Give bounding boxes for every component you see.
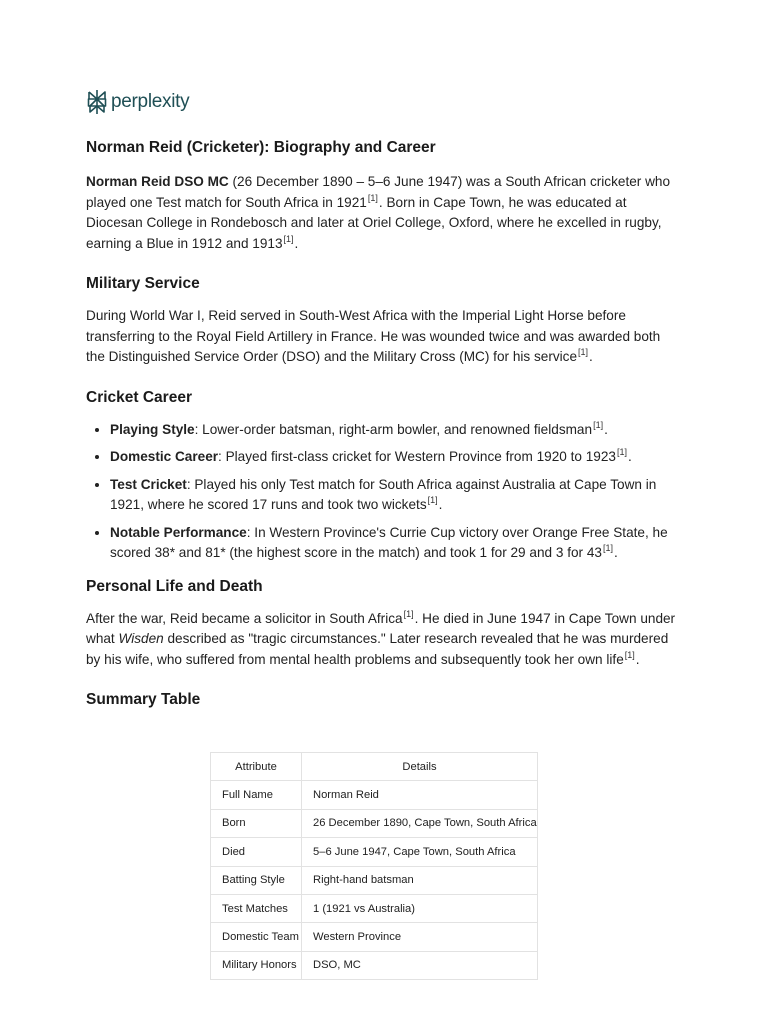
section-heading-military: Military Service	[86, 275, 200, 292]
personal-text: described as "tragic circumstances." Later research revealed that he was murdered by his wife, who suffered from mental health problems and subsequently took her own life	[86, 631, 669, 667]
section-heading-personal: Personal Life and Death	[86, 577, 263, 595]
table-row	[211, 838, 538, 866]
table-row	[211, 923, 538, 951]
list-item-text: : Played first-class cricket for Western Province from 1920 to 1923	[218, 449, 616, 464]
citation-link[interactable]: [1]	[283, 233, 294, 244]
list-item-text: .	[613, 545, 618, 560]
citation-link[interactable]: [1]	[578, 347, 589, 357]
cricket-career-list	[86, 420, 682, 564]
citation-link[interactable]: [1]	[367, 192, 378, 203]
citation-link[interactable]: [1]	[403, 608, 414, 619]
perplexity-logo[interactable]	[86, 88, 682, 116]
section-heading-cricket: Cricket Career	[86, 388, 192, 406]
table-header-attribute: Attribute	[211, 753, 302, 781]
list-item-text: : In Western Province's Currie Cup victory over Orange Free State, he scored 38* and 81* (the highest score in the match) and took 1 for 29 and 3 for 43	[110, 524, 668, 560]
citation-link[interactable]: [1]	[602, 543, 613, 553]
list-item-label: Test Cricket	[110, 476, 187, 492]
personal-text: .	[635, 651, 640, 667]
list-item-label: Notable Performance	[110, 524, 247, 540]
table-header-row	[211, 753, 538, 781]
table-row	[211, 951, 538, 979]
subject-name: Norman Reid DSO MC	[86, 174, 229, 189]
section-heading-summary: Summary Table	[86, 691, 201, 708]
table-cell-attribute: Military Honors	[211, 951, 302, 979]
table-header-details: Details	[302, 753, 538, 781]
table-cell-detail: 5–6 June 1947, Cape Town, South Africa	[302, 838, 538, 866]
table-row	[211, 781, 538, 809]
table-cell-attribute: Batting Style	[211, 866, 302, 894]
table-row	[211, 866, 538, 894]
intro-paragraph	[86, 172, 682, 254]
citation-link[interactable]: [1]	[427, 495, 438, 505]
summary-table	[210, 752, 538, 980]
military-paragraph	[86, 306, 682, 368]
list-item	[110, 447, 682, 468]
intro-text: (26 December 1890 – 5–6 June 1947) was a South African cricketer who played one Test match for South Africa in 1921	[86, 174, 671, 210]
military-text: .	[589, 349, 593, 364]
table-cell-detail: Western Province	[302, 923, 538, 951]
table-cell-detail: 26 December 1890, Cape Town, South Africa	[302, 809, 538, 837]
personal-paragraph	[86, 609, 682, 671]
page-title: Norman Reid (Cricketer): Biography and Career	[86, 139, 436, 156]
intro-text: .	[294, 235, 299, 251]
table-row	[211, 894, 538, 922]
list-item-label: Playing Style	[110, 421, 195, 437]
perplexity-logo-icon	[86, 89, 108, 115]
list-item-text: : Lower-order batsman, right-arm bowler, and renowned fieldsman	[194, 421, 593, 437]
wisden-title: Wisden	[118, 631, 164, 646]
list-item	[110, 420, 682, 441]
intro-text: . Born in Cape Town, he was educated at Diocesan College in Rondebosch and later at Oriel College, Oxford, where he excelled in rugby, earning a Blue in 1912 and 1913	[86, 194, 662, 251]
military-text: During World War I, Reid served in South-West Africa with the Imperial Light Horse before transferring to the Royal Field Artillery in France. He was wounded twice and was awarded both the Distinguished Service Order (DSO) and the Military Cross (MC) for his service	[86, 308, 661, 364]
table-cell-detail: DSO, MC	[302, 951, 538, 979]
table-cell-detail: Norman Reid	[302, 781, 538, 809]
table-cell-attribute: Born	[211, 809, 302, 837]
list-item-text: .	[627, 449, 632, 464]
list-item-label: Domestic Career	[110, 449, 219, 464]
table-cell-attribute: Domestic Team	[211, 923, 302, 951]
citation-link[interactable]: [1]	[593, 419, 604, 430]
brand-name: perplexity	[111, 91, 190, 112]
table-cell-attribute: Full Name	[211, 781, 302, 809]
document-page	[86, 88, 682, 722]
citation-link[interactable]: [1]	[616, 447, 627, 457]
personal-text: After the war, Reid became a solicitor in South Africa	[86, 610, 403, 626]
list-item-text: .	[604, 421, 608, 437]
list-item-text: .	[438, 497, 443, 512]
table-cell-detail: Right-hand batsman	[302, 866, 538, 894]
citation-link[interactable]: [1]	[624, 649, 635, 660]
table-cell-attribute: Test Matches	[211, 894, 302, 922]
table-row	[211, 809, 538, 837]
list-item	[110, 475, 682, 516]
list-item	[110, 523, 682, 564]
table-cell-detail: 1 (1921 vs Australia)	[302, 894, 538, 922]
table-cell-attribute: Died	[211, 838, 302, 866]
personal-text: . He died in June 1947 in Cape Town under what	[86, 610, 676, 646]
list-item-text: : Played his only Test match for South Africa against Australia at Cape Town in 1921, where he scored 17 runs and took two wickets	[110, 476, 657, 512]
